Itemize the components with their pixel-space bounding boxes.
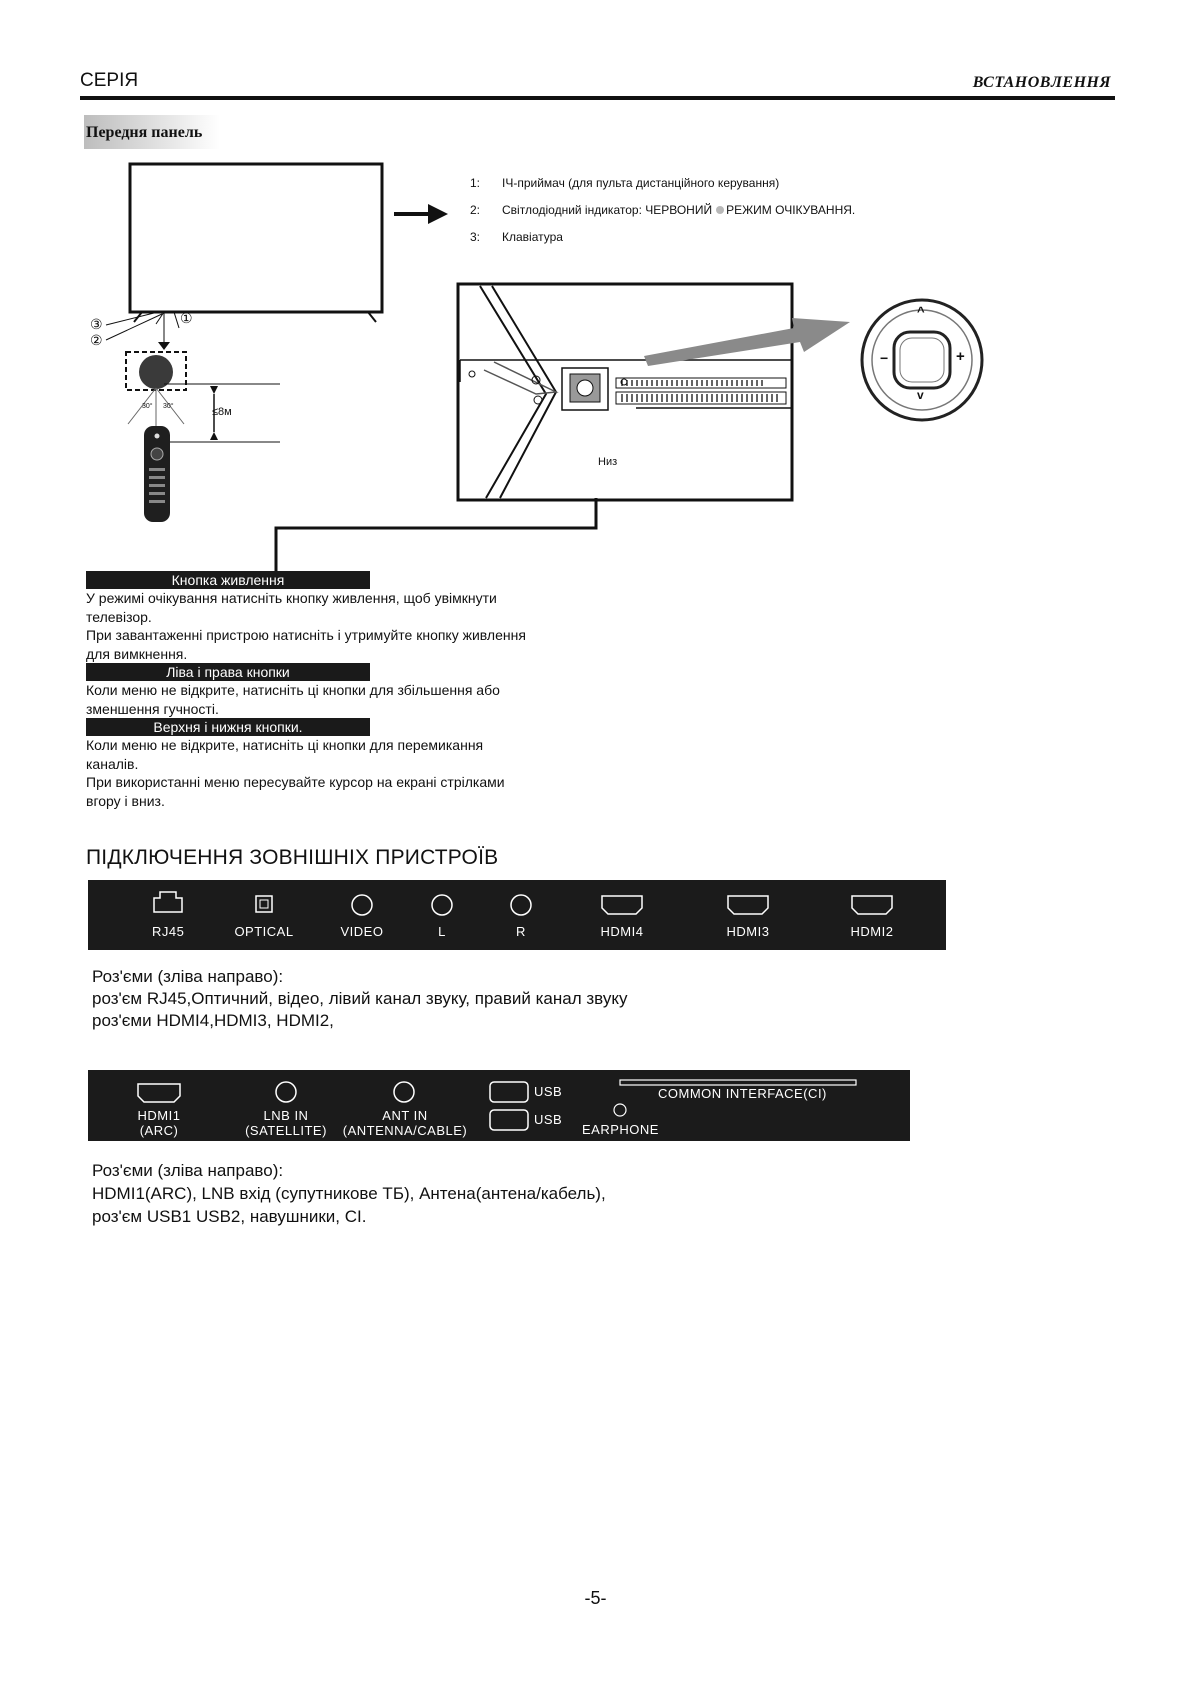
port-label-lnb: LNB IN (SATELLITE) (245, 1108, 327, 1138)
tv-front-diagram (84, 156, 384, 536)
ci-slot-icon (620, 1080, 856, 1085)
header-series: СЕРІЯ (80, 70, 139, 91)
left-right-buttons-description: Коли меню не відкрите, натисніть ці кнопки для збільшення або зменшення гучності. (86, 682, 500, 717)
port-label-ant: ANT IN (ANTENNA/CABLE) (342, 1108, 468, 1138)
left-right-buttons-heading: Ліва і права кнопки (86, 663, 370, 681)
port-label-hdmi1: HDMI1 (ARC) (137, 1108, 181, 1138)
connector-line (270, 498, 600, 574)
port-label-hdmi4: HDMI4 (600, 924, 644, 939)
ports-description-1: Роз'єми (зліва направо): роз'єм RJ45,Оптичний, відео, лівий канал звуку, правий канал звуку роз'єми HDMI4,HDMI3, HDMI2, (92, 967, 628, 1030)
port-label-ci: COMMON INTERFACE(CI) (658, 1086, 827, 1101)
optical-port-icon (256, 896, 272, 912)
bottom-label: Низ (598, 456, 618, 468)
front-panel-heading (84, 115, 220, 149)
legend-item-1: 1: ІЧ-приймач (для пульта дистанційного керування) (470, 176, 780, 190)
port-label-usb1: USB (534, 1084, 563, 1099)
hdmi1-port-icon (138, 1084, 180, 1102)
audio-left-port-icon (432, 895, 452, 915)
header-section: ВСТАНОВЛЕННЯ (972, 74, 1111, 91)
page-number: -5- (584, 1588, 607, 1608)
hdmi4-port-icon (602, 896, 642, 914)
joystick-left-icon: − (880, 350, 889, 366)
joystick-right-icon: + (956, 348, 965, 365)
usb2-port-icon (490, 1110, 528, 1130)
lnb-port-icon (276, 1082, 296, 1102)
legend-item-2: 2: Світлодіодний індикатор: ЧЕРВОНИЙ РЕЖИМ ОЧІКУВАННЯ. (470, 203, 856, 217)
usb1-port-icon (490, 1082, 528, 1102)
port-label-optical: OPTICAL (234, 924, 294, 939)
port-panel-1-icons (88, 880, 946, 950)
port-panel-2-icons (88, 1070, 910, 1141)
port-label-hdmi2: HDMI2 (850, 924, 894, 939)
power-button-heading: Кнопка живлення (86, 571, 370, 589)
callout-1: ① (180, 310, 193, 326)
arrow-right-icon (394, 200, 454, 228)
port-label-hdmi3: HDMI3 (726, 924, 770, 939)
port-label-earphone: EARPHONE (582, 1122, 659, 1137)
video-port-icon (352, 895, 372, 915)
earphone-port-icon (614, 1104, 626, 1116)
legend-item-3: 3: Клавіатура (470, 230, 563, 244)
header-rule (80, 96, 1115, 100)
tv-screen (130, 164, 382, 312)
distance-label: ≤8м (212, 406, 232, 418)
hdmi3-port-icon (728, 896, 768, 914)
joystick-down-icon: v (917, 388, 924, 402)
port-panel-2 (88, 1070, 910, 1141)
callout-3: ③ (90, 316, 103, 332)
front-panel-title: Передня панель (86, 124, 203, 141)
up-down-buttons-description: Коли меню не відкрите, натисніть ці кнопки для перемикання каналів. При використанні меню пересувайте курсор на екрані стрілками вгору і вниз. (86, 737, 505, 809)
port-label-r: R (516, 924, 526, 939)
power-button-description: У режимі очікування натисніть кнопку живлення, щоб увімкнути телевізор. При завантаженні пристрою натисніть і утримуйте кнопку живлення для вимкнення. (86, 590, 526, 662)
up-down-buttons-heading: Верхня і нижня кнопки. (86, 718, 370, 736)
port-label-usb2: USB (534, 1112, 563, 1127)
audio-right-port-icon (511, 895, 531, 915)
port-label-rj45: RJ45 (152, 924, 185, 939)
zoom-arrow-icon (644, 308, 864, 368)
rj45-port-icon (154, 892, 182, 912)
ant-port-icon (394, 1082, 414, 1102)
led-dot-icon (716, 206, 724, 214)
port-panel-1 (88, 880, 946, 950)
joystick-up-icon: ^ (917, 304, 925, 319)
callout-2: ② (90, 332, 103, 348)
angle-label-left: 30° (142, 403, 153, 410)
hdmi2-port-icon (852, 896, 892, 914)
ports-description-2: Роз'єми (зліва направо): HDMI1(ARC), LNB вхід (супутникове ТБ), Антена(антена/кабель), роз'єм USB1 USB2, навушники, CI. (92, 1161, 606, 1226)
port-label-l: L (438, 924, 446, 939)
angle-label-right: 30° (163, 403, 174, 410)
connections-title: ПІДКЛЮЧЕННЯ ЗОВНІШНІХ ПРИСТРОЇВ (86, 846, 499, 869)
port-label-video: VIDEO (340, 924, 384, 939)
remote-control (144, 426, 170, 522)
